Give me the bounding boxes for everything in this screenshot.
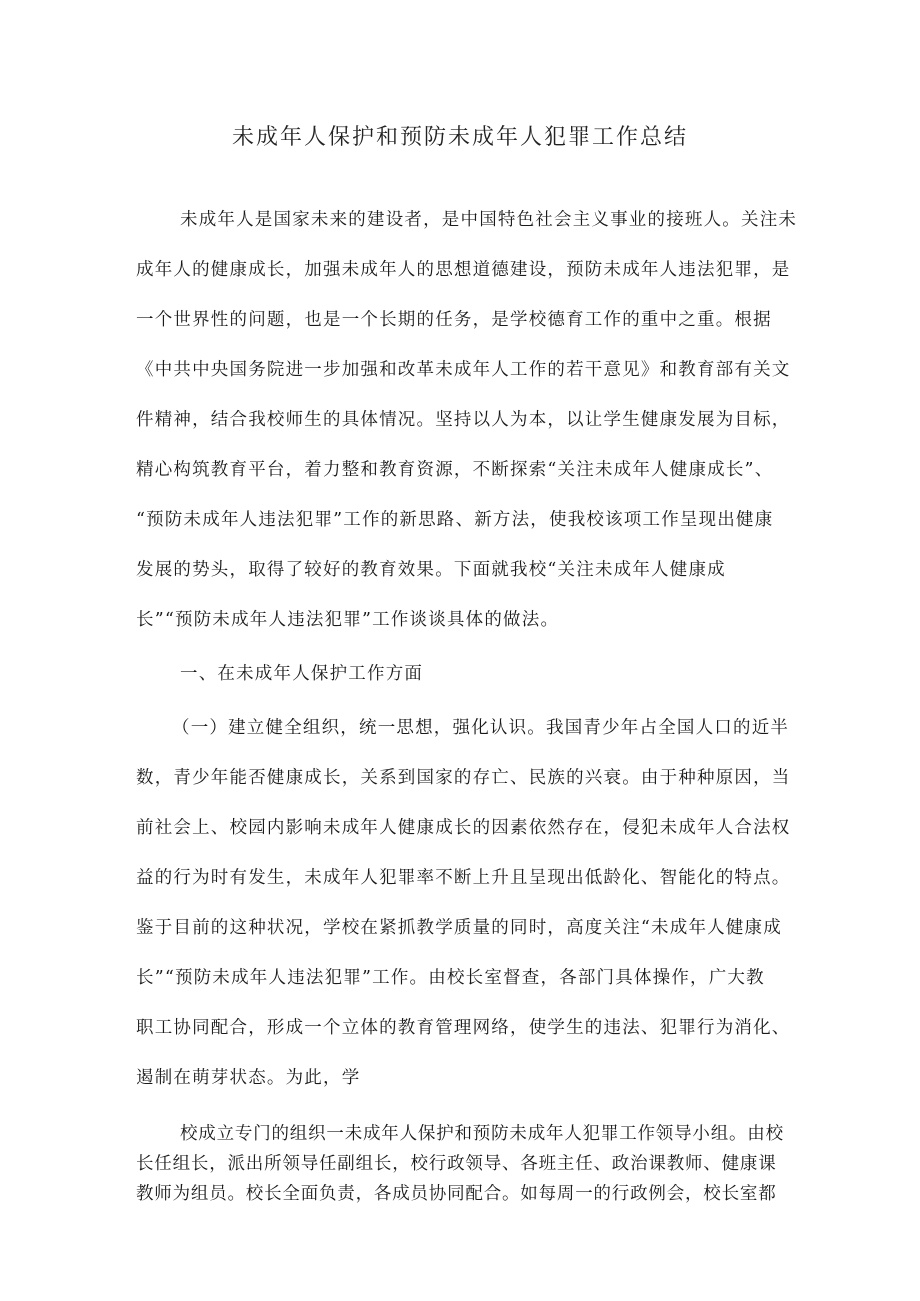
paragraph-line: 职工协同配合，形成一个立体的教育管理网络，使学生的违法、犯罪行为消化、 (136, 1018, 791, 1038)
paragraph-line: 遏制在萌芽状态。为此，学 (136, 1068, 361, 1088)
section-heading: 一、在未成年人保护工作方面 (180, 664, 424, 684)
paragraph-line: 件精神，结合我校师生的具体情况。坚持以人为本，以让学生健康发展为目标， (136, 410, 791, 430)
paragraph-line: （一）建立健全组织，统一思想，强化认识。我国青少年占全国人口的近半 (172, 718, 790, 738)
paragraph-line: 前社会上、校园内影响未成年人健康成长的因素依然存在，侵犯未成年人合法权 (136, 818, 791, 838)
paragraph-line: 《中共中央国务院进一步加强和改革未成年人工作的若干意见》和教育部有关文 (136, 360, 791, 380)
paragraph-line: 未成年人是国家未来的建设者，是中国特色社会主义事业的接班人。关注未 (180, 210, 798, 230)
paragraph-line: 一个世界性的问题，也是一个长期的任务，是学校德育工作的重中之重。根据 (136, 310, 772, 330)
paragraph-line: 教师为组员。校长全面负责，各成员协同配合。如每周一的行政例会，校长室都 (136, 1184, 777, 1204)
paragraph-line: 长任组长，派出所领导任副组长，校行政领导、各班主任、政治课教师、健康课 (136, 1154, 777, 1174)
paragraph-line: 长”“预防未成年人违法犯罪”工作谈谈具体的做法。 (136, 610, 560, 630)
paragraph-line: 精心构筑教育平台，着力整和教育资源，不断探索“关注未成年人健康成长”、 (136, 460, 774, 480)
paragraph-line: 长”“预防未成年人违法犯罪”工作。由校长室督查，各部门具体操作，广大教 (136, 968, 765, 988)
paragraph-line: 发展的势头，取得了较好的教育效果。下面就我校“关注未成年人健康成 (136, 560, 726, 580)
paragraph-line: 校成立专门的组织一未成年人保护和预防未成年人犯罪工作领导小组。由校 (180, 1124, 784, 1144)
paragraph-line: “预防未成年人违法犯罪”工作的新思路、新方法，使我校该项工作呈现出健康 (136, 510, 774, 530)
document-title: 未成年人保护和预防未成年人犯罪工作总结 (231, 125, 688, 150)
paragraph-line: 数，青少年能否健康成长，关系到国家的存亡、民族的兴衰。由于种种原因，当 (136, 768, 791, 788)
paragraph-line: 鉴于目前的这种状况，学校在紧抓教学质量的同时，高度关注“未成年人健康成 (136, 918, 782, 938)
paragraph-line: 成年人的健康成长，加强未成年人的思想道德建设，预防未成年人违法犯罪，是 (136, 260, 791, 280)
paragraph-line: 益的行为时有发生，未成年人犯罪率不断上升且呈现出低龄化、智能化的特点。 (136, 868, 791, 888)
